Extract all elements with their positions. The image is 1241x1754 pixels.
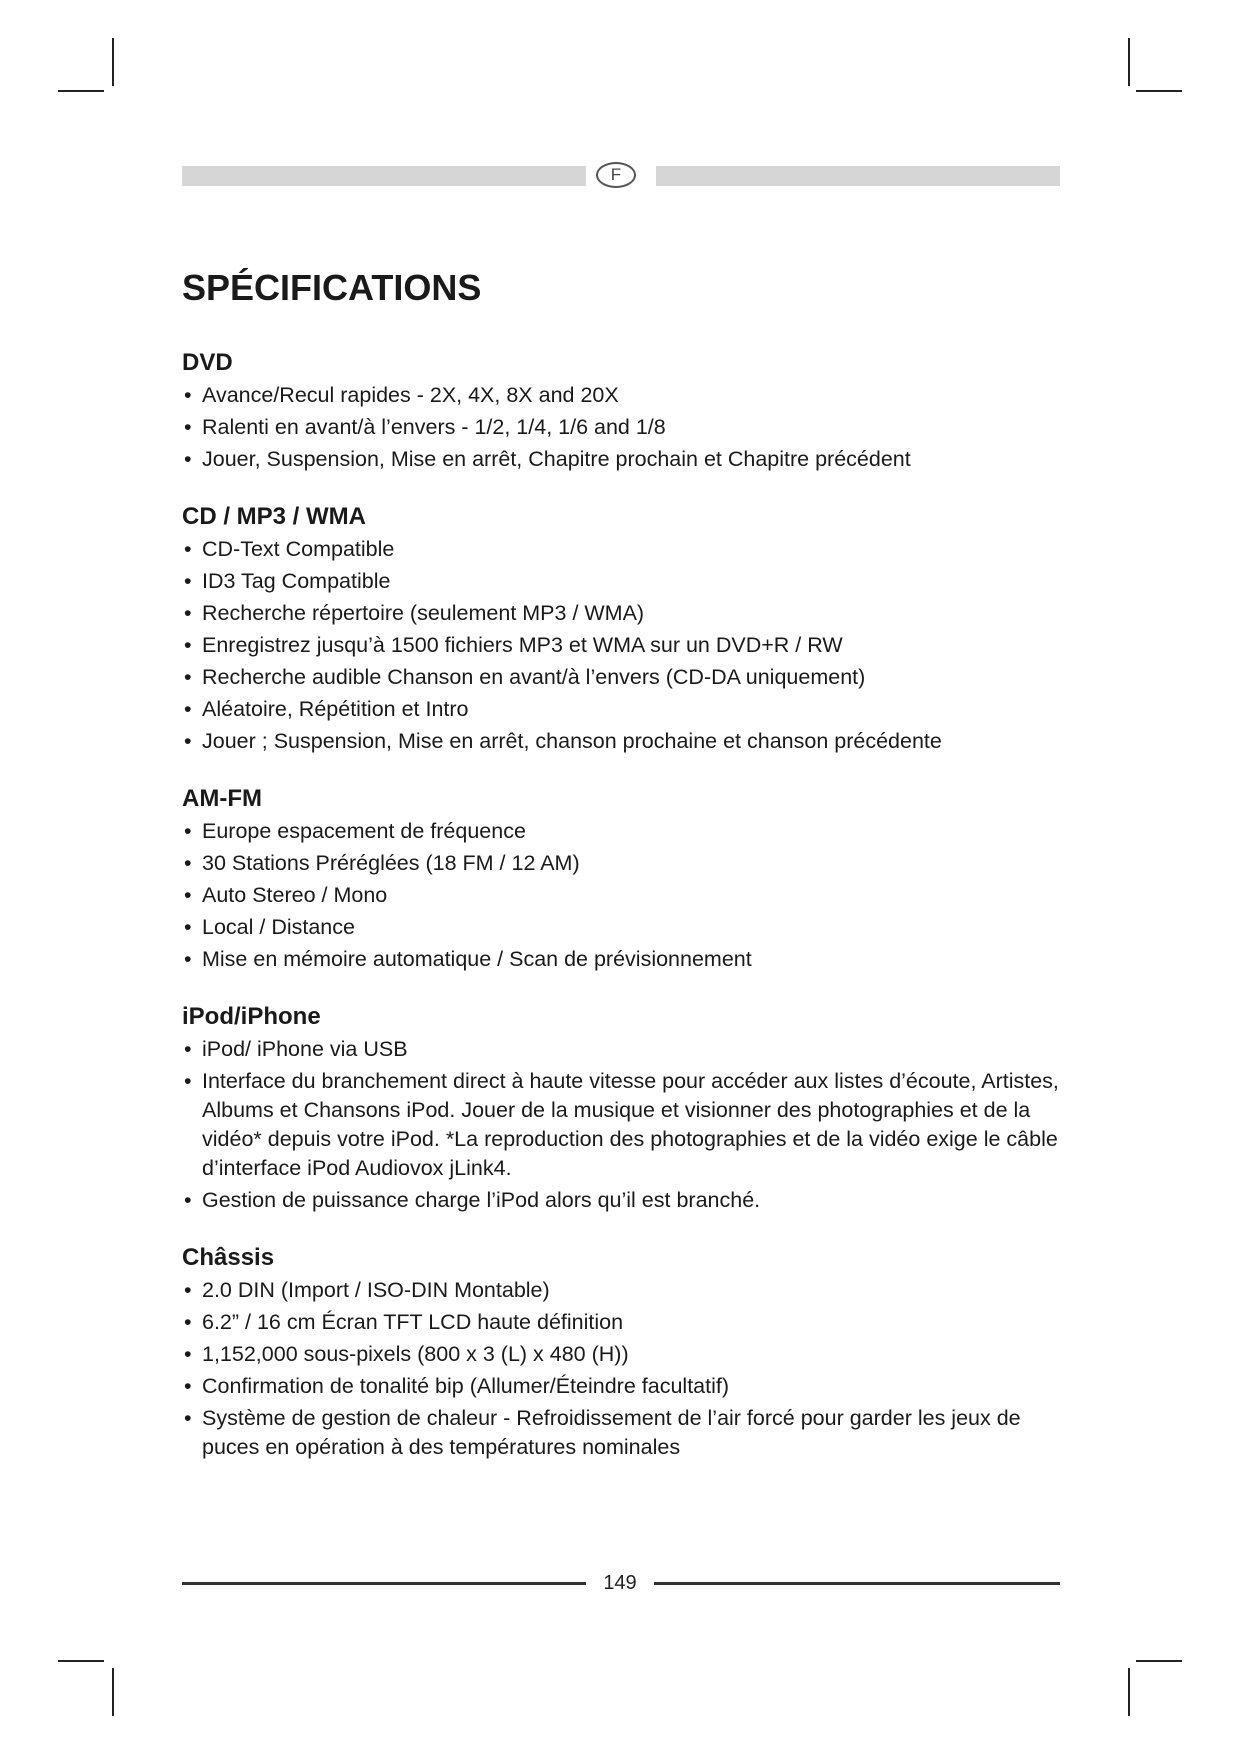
language-badge: F (596, 162, 636, 188)
list-item: • Système de gestion de chaleur - Refroidissement de l’air forcé pour garder les jeux de puces en opération à des températures nominales (182, 1404, 1072, 1462)
header-bar-right (656, 166, 1060, 186)
list-item: • 2.0 DIN (Import / ISO-DIN Montable) (182, 1276, 1072, 1305)
crop-mark-top-right-vertical (1128, 38, 1130, 86)
spec-list (182, 1035, 1072, 1215)
footer-rule-left (182, 1582, 586, 1585)
list-item: • Mise en mémoire automatique / Scan de prévisionnement (182, 945, 1072, 974)
list-item: • Confirmation de tonalité bip (Allumer/Éteindre facultatif) (182, 1372, 1072, 1401)
list-item: • 1,152,000 sous-pixels (800 x 3 (L) x 480 (H)) (182, 1340, 1072, 1369)
list-item: • Gestion de puissance charge l’iPod alors qu’il est branché. (182, 1186, 1072, 1215)
list-item: • Enregistrez jusqu’à 1500 fichiers MP3 et WMA sur un DVD+R / RW (182, 631, 1072, 660)
section-title: Châssis (182, 1244, 275, 1271)
spec-list (182, 1276, 1072, 1462)
list-item: • Avance/Recul rapides - 2X, 4X, 8X and 20X (182, 381, 1072, 410)
list-item: • iPod/ iPhone via USB (182, 1035, 1072, 1064)
list-item: • Jouer, Suspension, Mise en arrêt, Chapitre prochain et Chapitre précédent (182, 445, 1072, 474)
list-item: • Jouer ; Suspension, Mise en arrêt, chanson prochaine et chanson précédente (182, 727, 1072, 756)
crop-mark-bottom-left-horizontal (58, 1660, 104, 1662)
section-title: AM-FM (182, 785, 262, 812)
list-item: • Recherche audible Chanson en avant/à l’envers (CD-DA uniquement) (182, 663, 1072, 692)
crop-mark-top-left-vertical (112, 38, 114, 86)
section-cd-mp3-wma (182, 502, 1072, 756)
page-content (182, 266, 1072, 1462)
crop-mark-bottom-right-vertical (1128, 1668, 1130, 1716)
section-title: CD / MP3 / WMA (182, 503, 366, 530)
spec-list (182, 817, 1072, 974)
spec-list (182, 535, 1072, 756)
page-number: 149 (603, 1572, 637, 1594)
crop-mark-top-right-horizontal (1136, 90, 1182, 92)
section-am-fm (182, 784, 1072, 974)
list-item: • CD-Text Compatible (182, 535, 1072, 564)
list-item: • Aléatoire, Répétition et Intro (182, 695, 1072, 724)
list-item: • Local / Distance (182, 913, 1072, 942)
page-title: SPÉCIFICATIONS (182, 267, 482, 308)
section-ipod-iphone (182, 1002, 1072, 1215)
footer-rule-right (654, 1582, 1060, 1585)
list-item: • Recherche répertoire (seulement MP3 / WMA) (182, 599, 1072, 628)
section-chassis (182, 1243, 1072, 1462)
header-bar-left (182, 166, 586, 186)
section-dvd (182, 348, 1072, 474)
list-item: • 30 Stations Préréglées (18 FM / 12 AM) (182, 849, 1072, 878)
section-title: DVD (182, 349, 233, 376)
crop-mark-bottom-left-vertical (112, 1668, 114, 1716)
list-item: • 6.2” / 16 cm Écran TFT LCD haute définition (182, 1308, 1072, 1337)
list-item: • ID3 Tag Compatible (182, 567, 1072, 596)
spec-list (182, 381, 1072, 474)
crop-mark-bottom-right-horizontal (1136, 1660, 1182, 1662)
list-item: • Interface du branchement direct à haute vitesse pour accéder aux listes d’écoute, Artistes, Albums et Chansons iPod. Jouer de la musique et visionner des photographies et de la vidéo* depuis votre iPod. *La reproduction des photographies et de la vidéo exige le câble d’interface iPod Audiovox jLink4. (182, 1067, 1072, 1183)
list-item: • Europe espacement de fréquence (182, 817, 1072, 846)
list-item: • Ralenti en avant/à l’envers - 1/2, 1/4, 1/6 and 1/8 (182, 413, 1072, 442)
section-title: iPod/iPhone (182, 1003, 321, 1030)
crop-mark-top-left-horizontal (58, 90, 104, 92)
list-item: • Auto Stereo / Mono (182, 881, 1072, 910)
